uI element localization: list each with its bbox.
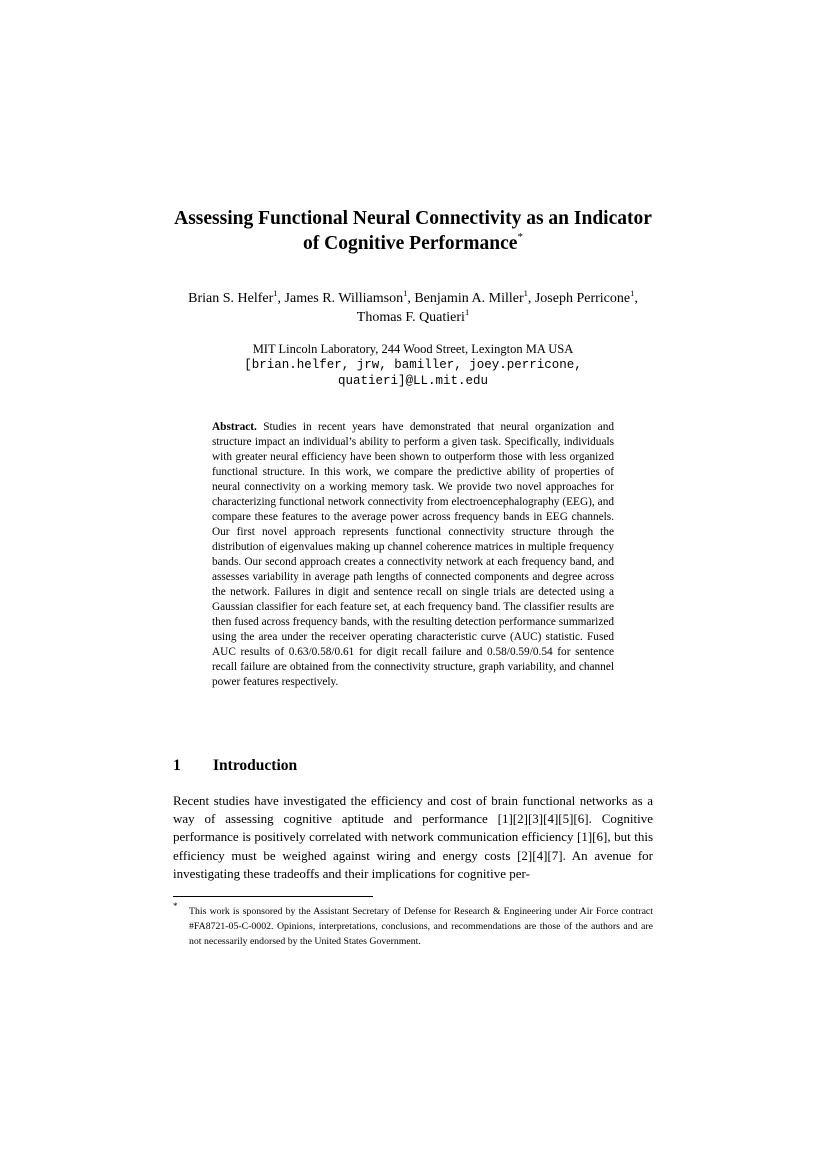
- author-5: Thomas F. Quatieri: [356, 310, 465, 325]
- footnote-mark: *: [173, 901, 178, 911]
- author-line-1: Brian S. Helfer$^1$, James R. Williamson$^1$, Benjamin A. Miller$^1$, Joseph Perricone$^1$,: [188, 288, 638, 306]
- footnote-rule: [173, 896, 373, 897]
- author-1: Brian S. Helfer: [188, 291, 274, 306]
- author-3-affil: 1: [523, 288, 528, 298]
- author-3: Benjamin A. Miller: [414, 291, 524, 306]
- author-5-affil: 1: [464, 307, 470, 317]
- author-1-affil: 1: [273, 288, 278, 298]
- author-4: Joseph Perricone: [534, 291, 631, 306]
- title-line-2-text: of Cognitive Performance: [303, 233, 518, 254]
- section-number: 1: [173, 757, 181, 774]
- author-2: James R. Williamson: [284, 291, 404, 306]
- author-emails: [200, 357, 626, 389]
- author-line-2: [110, 308, 716, 327]
- author-4-affil: 1: [630, 288, 635, 298]
- author-2-affil: 1: [403, 288, 408, 298]
- intro-paragraph: Recent studies have investigated the efficiency and cost of brain functional networks as a way of assessing cognitive aptitude and performance [1][2][3][4][5][6]. Cognitive performance is positively correlated with network communication efficiency [1][6], but this efficiency must be weighed against wiring and energy costs [2][4][7]. An avenue for investigating these tradeoffs and their implications for cognitive per-: [173, 793, 653, 881]
- abstract-label: Abstract.: [212, 421, 257, 433]
- footnote-text: This work is sponsored by the Assistant Secretary of Defense for Research & Engineering under Air Force contract #FA8721-05-C-0002. Opinions, interpretations, conclusions, and recommendations are those of the authors and are not necessarily endorsed by the United States Government.: [189, 906, 653, 947]
- author-list: [110, 289, 716, 327]
- abstract: [212, 420, 614, 690]
- section-heading: [173, 756, 297, 776]
- abstract-text: Studies in recent years have demonstrated that neural organization and structure impact an individual’s ability to perform a given task. Specifically, individuals with greater neural efficiency have been shown to outperform those with less organized functional structure. In this work, we compare the predictive ability of properties of neural connectivity on a working memory task. We provide two novel approaches for characterizing functional network connectivity from electroencephalography (EEG), and compare these features to the average power across frequency bands in EEG channels. Our first novel approach represents functional connectivity structure through the distribution of eigenvalues making up channel coherence matrices in multiple frequency bands. Our second approach creates a connectivity network at each frequency band, and assesses variability in average path lengths of connected components and degree across the network. Failures in digit and sentence recall on single trials are detected using a Gaussian classifier for each feature set, at each frequency band. The classifier results are then fused across frequency bands, with the resulting detection performance summarized using the area under the receiver operating characteristic curve (AUC) statistic. Fused AUC results of 0.63/0.58/0.61 for digit recall failure and 0.58/0.59/0.54 for sentence recall failure are obtained from the connectivity structure, graph variability, and channel power features respectively.: [212, 421, 614, 688]
- paper-title: [100, 206, 726, 256]
- emails-line-1: [brian.helfer, jrw, bamiller, joey.perricone,: [244, 358, 582, 372]
- title-line-2: [100, 231, 726, 256]
- affiliation: MIT Lincoln Laboratory, 244 Wood Street, Lexington MA USA: [252, 342, 574, 356]
- title-line-1: Assessing Functional Neural Connectivity as an Indicator: [174, 208, 652, 229]
- title-footnote-mark: *: [517, 231, 523, 243]
- emails-line-2: quatieri]@LL.mit.edu: [337, 374, 489, 388]
- section-title: Introduction: [213, 757, 298, 774]
